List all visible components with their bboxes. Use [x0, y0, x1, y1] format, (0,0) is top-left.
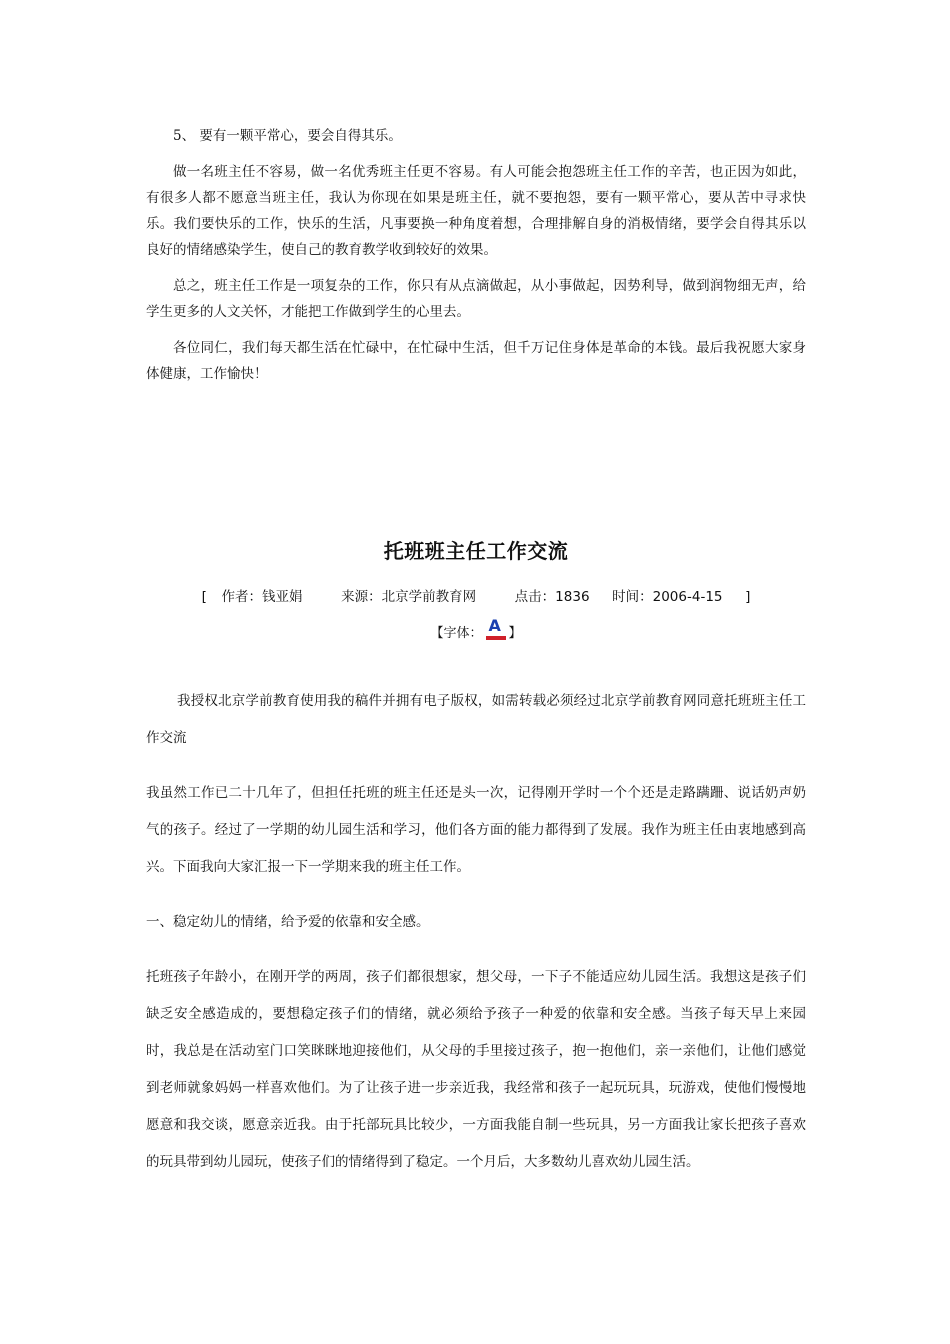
font-label: 【字体： [430, 626, 483, 641]
author-name: 钱亚娟 [261, 589, 303, 605]
author-label: 作者： [221, 589, 262, 605]
list-item-5: 5、 要有一颗平常心，要会自得其乐。 [173, 128, 402, 144]
font-close-bracket: 】 [508, 626, 522, 641]
paragraph: 各位同仁，我们每天都生活在忙碌中，在忙碌中生活，但千万记住身体是革命的本钱。最后我祝愿大家身体健康，工作愉快！ [146, 340, 806, 382]
source-link[interactable]: 北京学前教育网 [381, 589, 477, 605]
publish-date: 2006-4-15 [652, 589, 723, 605]
paragraph: 我虽然工作已二十几年了，但担任托班的班主任还是头一次，记得刚开学时一个个还是走路蹒跚、说话奶声奶气的孩子。经过了一学期的幼儿园生活和学习，他们各方面的能力都得到了发展。我作为班主任由衷地感到高兴。下面我向大家汇报一下一学期来我的班主任工作。 [146, 785, 806, 875]
meta-close-bracket: ] [745, 589, 751, 605]
time-label: 时间： [612, 589, 653, 605]
font-size-icon[interactable]: A [485, 620, 507, 640]
article-meta [146, 585, 806, 605]
section-heading: 一、稳定幼儿的情绪，给予爱的依靠和安全感。 [146, 914, 430, 930]
paragraph: 总之，班主任工作是一项复杂的工作，你只有从点滴做起，从小事做起，因势利导，做到润物细无声，给学生更多的人文关怀，才能把工作做到学生的心里去。 [146, 278, 806, 320]
article-title: 托班班主任工作交流 [383, 539, 569, 563]
article-body [146, 683, 806, 1181]
paragraph: 托班孩子年龄小，在刚开学的两周，孩子们都很想家，想父母，一下子不能适应幼儿园生活。我想这是孩子们缺乏安全感造成的，要想稳定孩子们的情绪，就必须给予孩子一种爱的依靠和安全感。当孩子每天早上来园时，我总是在活动室门口笑眯眯地迎接他们，从父母的手里接过孩子，抱一抱他们，亲一亲他们，让他们感觉到老师就象妈妈一样喜欢他们。为了让孩子进一步亲近我，我经常和孩子一起玩玩具，玩游戏，使他们慢慢地愿意和我交谈，愿意亲近我。由于托部玩具比较少，一方面我能自制一些玩具，另一方面我让家长把孩子喜欢的玩具带到幼儿园玩，使孩子们的情绪得到了稳定。一个月后，大多数幼儿喜欢幼儿园生活。 [146, 969, 806, 1170]
font-size-control [146, 616, 806, 641]
paragraph: 做一名班主任不容易，做一名优秀班主任更不容易。有人可能会抱怨班主任工作的辛苦，也正因为如此，有很多人都不愿意当班主任，我认为你现在如果是班主任，就不要抱怨，要有一颗平常心，要从苦中寻求快乐。我们要快乐的工作，快乐的生活，凡事要换一种角度着想，合理排解自身的消极情绪，要学会自得其乐以良好的情绪感染学生，使自己的教育教学收到较好的效果。 [146, 164, 806, 258]
source-label: 来源： [341, 589, 382, 605]
copyright-notice: 我授权北京学前教育使用我的稿件并拥有电子版权，如需转载必须经过北京学前教育网同意托班班主任工作交流 [146, 693, 806, 746]
previous-article-ending [146, 123, 806, 387]
click-count: 1836 [555, 589, 590, 605]
clicks-label: 点击： [514, 589, 556, 605]
meta-open-bracket: [ [201, 589, 207, 605]
